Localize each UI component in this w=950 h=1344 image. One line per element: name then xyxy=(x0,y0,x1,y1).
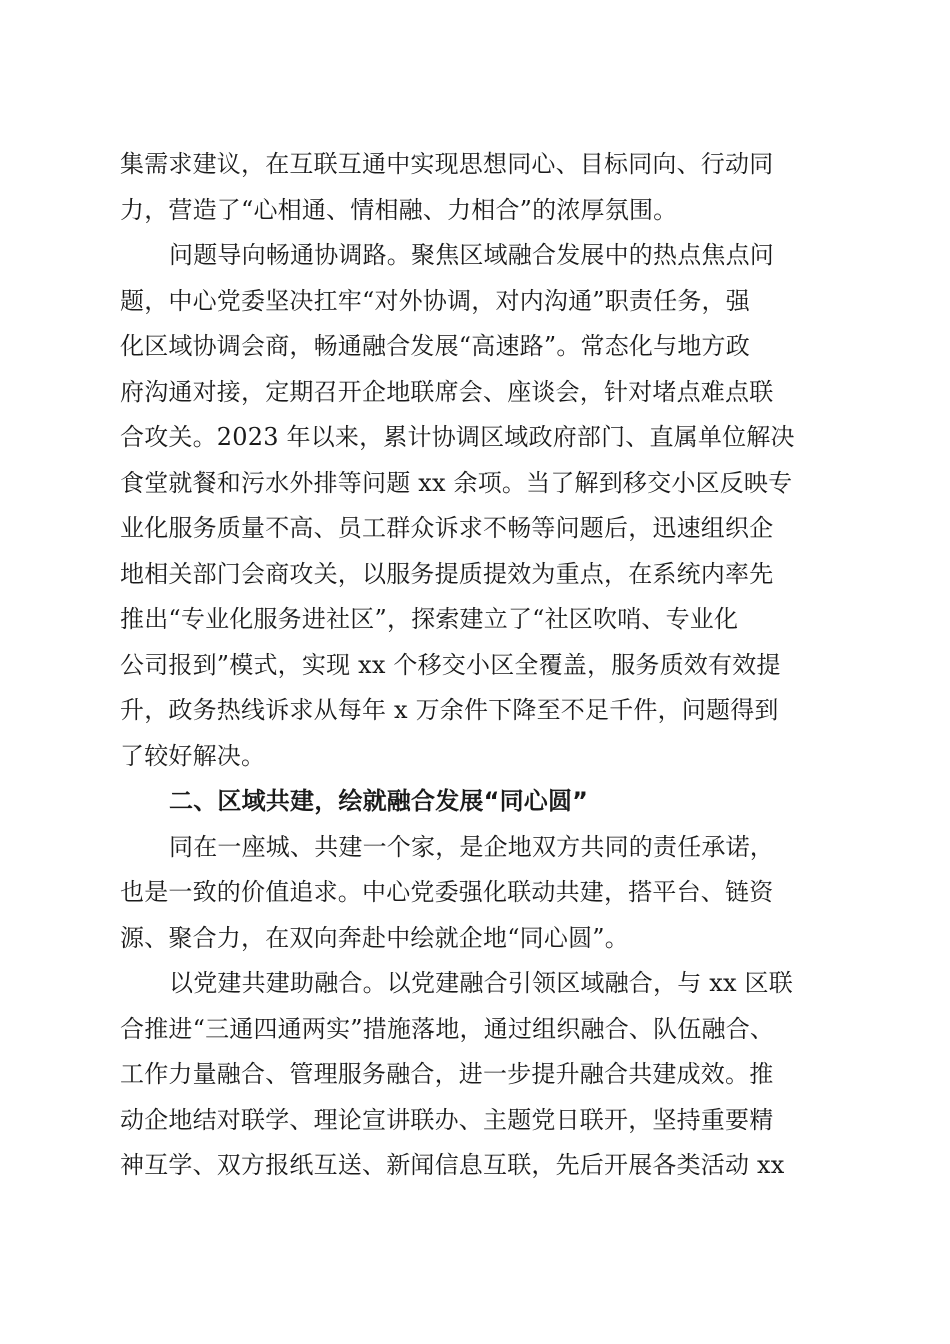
text-line: 业化服务质量不高、员工群众诉求不畅等问题后，迅速组织企 xyxy=(120,514,774,542)
text-line: 工作力量融合、管理服务融合，进一步提升融合共建成效。推 xyxy=(120,1060,774,1088)
text-line: 化区域协调会商，畅通融合发展“高速路”。常态化与地方政 xyxy=(120,332,750,360)
text-line: 了较好解决。 xyxy=(120,741,266,770)
text-line: 问题导向畅通协调路。聚焦区域融合发展中的热点焦点问 xyxy=(169,241,774,269)
text-line: 合推进“三通四通两实”措施落地，通过组织融合、队伍融合、 xyxy=(120,1014,775,1043)
paragraph-problem-oriented xyxy=(120,233,832,779)
paragraph-intro xyxy=(120,825,832,962)
text-line: 也是一致的价值追求。中心党委强化联动共建，搭平台、链资 xyxy=(120,878,774,906)
text-line: 合攻关。2023 年以来，累计协调区域政府部门、直属单位解决 xyxy=(120,423,795,451)
text-line: 推出“专业化服务进社区”，探索建立了“社区吹哨、专业化 xyxy=(120,605,739,633)
document-page xyxy=(120,142,832,1189)
text-line: 府沟通对接，定期召开企地联席会、座谈会，针对堵点难点联 xyxy=(120,377,774,406)
text-line: 同在一座城、共建一个家，是企地双方共同的责任承诺， xyxy=(169,832,774,861)
text-line: 地相关部门会商攻关，以服务提质提效为重点，在系统内率先 xyxy=(120,559,774,588)
text-line: 公司报到”模式，实现 xx 个移交小区全覆盖，服务质效有效提 xyxy=(120,650,781,679)
section-heading xyxy=(120,779,832,825)
section-heading-text: 二、区域共建，绘就融合发展“同心圆” xyxy=(169,787,589,815)
text-line: 源、聚合力，在双向奔赴中绘就企地“同心圆”。 xyxy=(120,923,629,952)
text-line: 集需求建议，在互联互通中实现思想同心、目标同向、行动同 xyxy=(120,150,774,178)
text-line: 题，中心党委坚决扛牢“对外协调，对内沟通”职责任务，强 xyxy=(120,286,750,315)
text-line: 神互学、双方报纸互送、新闻信息互联，先后开展各类活动 xx xyxy=(120,1151,785,1179)
text-line: 力，营造了“心相通、情相融、力相合”的浓厚氛围。 xyxy=(120,195,678,224)
text-line: 升，政务热线诉求从每年 x 万余件下降至不足千件，问题得到 xyxy=(120,696,779,724)
paragraph-continuation xyxy=(120,142,832,233)
text-line: 食堂就餐和污水外排等问题 xx 余项。当了解到移交小区反映专 xyxy=(120,468,793,497)
paragraph-party-building xyxy=(120,961,832,1189)
text-line: 动企地结对联学、理论宣讲联办、主题党日联开，坚持重要精 xyxy=(120,1105,774,1134)
text-line: 以党建共建助融合。以党建融合引领区域融合，与 xx 区联 xyxy=(169,969,793,997)
